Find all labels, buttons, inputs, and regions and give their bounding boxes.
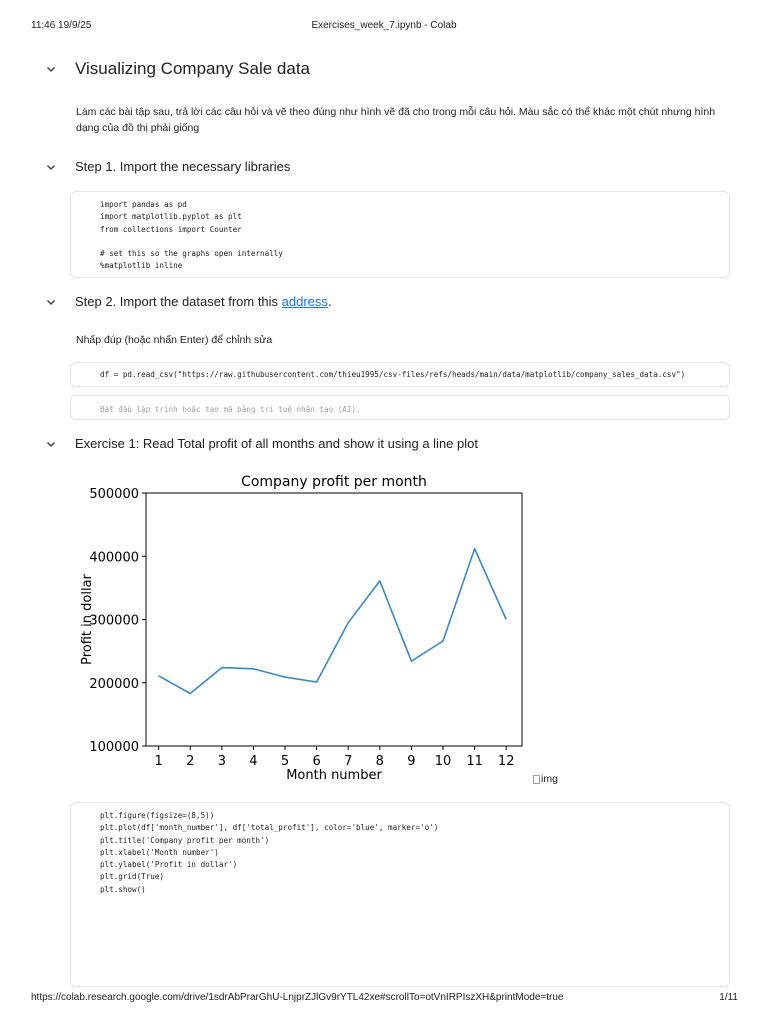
- code-cell-step2[interactable]: [70, 362, 730, 387]
- section-heading-step1: [44, 159, 290, 174]
- x-tick-label: 7: [344, 754, 353, 769]
- page-title: Visualizing Company Sale data: [75, 59, 310, 78]
- code-step2: df = pd.read_csv("https://raw.githubusercontent.com/thieu1995/csv-files/refs/heads/main/data/matplotlib/company_sales_data.csv"): [100, 370, 686, 379]
- y-tick-label: 500000: [89, 487, 139, 502]
- x-tick-label: 12: [497, 754, 515, 769]
- print-title: Exercises_week_7.ipynb - Colab: [311, 20, 457, 31]
- exercise1-heading: Exercise 1: Read Total profit of all months and show it using a line plot: [75, 436, 478, 451]
- print-footer: [0, 992, 768, 1012]
- empty-code-cell[interactable]: [70, 395, 730, 420]
- chevron-down-icon[interactable]: [44, 160, 58, 174]
- code-step1: import pandas as pd import matplotlib.pyplot as plt from collections import Counter # set this so the graphs open internally %matplotlib inline: [100, 200, 283, 271]
- y-tick-label: 100000: [89, 740, 139, 755]
- x-tick-label: 11: [466, 754, 483, 769]
- section-heading-main: [44, 59, 310, 79]
- print-url: https://colab.research.google.com/drive/1sdrAbPrarGhU-LnjprZJlGv9rYTL42xe#scrollTo=otVnIRPIszXH&printMode=true: [31, 992, 564, 1003]
- step2-heading: [75, 294, 332, 309]
- chart-title: Company profit per month: [241, 474, 427, 490]
- chevron-down-icon[interactable]: [44, 295, 58, 309]
- x-tick-label: 2: [186, 754, 195, 769]
- profit-line-chart: [76, 466, 536, 786]
- x-tick-label: 6: [312, 754, 321, 769]
- page-number: 1/11: [719, 992, 738, 1003]
- step1-heading: Step 1. Import the necessary libraries: [75, 159, 291, 174]
- step2-heading-text: Step 2. Import the dataset from this: [75, 294, 282, 309]
- broken-image: [533, 773, 558, 785]
- section-heading-step2: [44, 294, 332, 309]
- broken-image-icon: [533, 775, 540, 784]
- chevron-down-icon[interactable]: [44, 62, 58, 76]
- y-axis-label: Profit in dollar: [80, 574, 95, 665]
- step2-heading-suffix: .: [327, 294, 332, 309]
- x-tick-label: 3: [217, 754, 226, 769]
- empty-cell-placeholder: Bắt đầu lập trình hoặc tạo mã bằng trí tuệ nhân tạo (AI).: [100, 405, 361, 414]
- x-tick-label: 8: [375, 754, 384, 769]
- x-tick-label: 9: [407, 754, 416, 769]
- x-tick-label: 1: [154, 754, 163, 769]
- intro-text: Làm các bài tập sau, trả lời các câu hỏi và vẽ theo đúng như hình vẽ đã cho trong mỗi câu hỏi. Màu sắc có thể khác một chút nhưng hình dạng của đồ thị phải giống: [76, 106, 716, 134]
- chevron-down-icon[interactable]: [44, 437, 58, 451]
- edit-hint: Nhấp đúp (hoặc nhấn Enter) để chỉnh sửa: [76, 334, 273, 346]
- y-tick-label: 200000: [89, 676, 139, 692]
- profit-series-line: [159, 549, 507, 694]
- profit-chart-image: [76, 466, 536, 786]
- section-heading-exercise1: [44, 436, 478, 451]
- address-link[interactable]: address: [281, 294, 328, 309]
- plot-frame: [146, 493, 522, 746]
- print-header: [0, 0, 768, 40]
- x-tick-label: 5: [280, 754, 290, 769]
- image-alt-text: img: [541, 773, 558, 785]
- y-tick-label: 400000: [89, 550, 139, 566]
- code-cell-step1[interactable]: [70, 191, 730, 278]
- print-datetime: 11:46 19/9/25: [31, 20, 92, 31]
- y-tick-label: 300000: [89, 613, 139, 629]
- code-cell-exercise1[interactable]: [70, 802, 730, 987]
- code-exercise1: plt.figure(figsize=(8,5)) plt.plot(df['month_number'], df['total_profit'], color='blue', marker='o') plt.title('Company profit per month') plt.xlabel('Month number') plt.ylabel('Profit in dollar') plt.grid(True) plt.show(): [100, 811, 439, 894]
- x-tick-label: 4: [249, 754, 258, 769]
- x-tick-label: 10: [434, 754, 452, 769]
- x-axis-label: Month number: [286, 768, 382, 783]
